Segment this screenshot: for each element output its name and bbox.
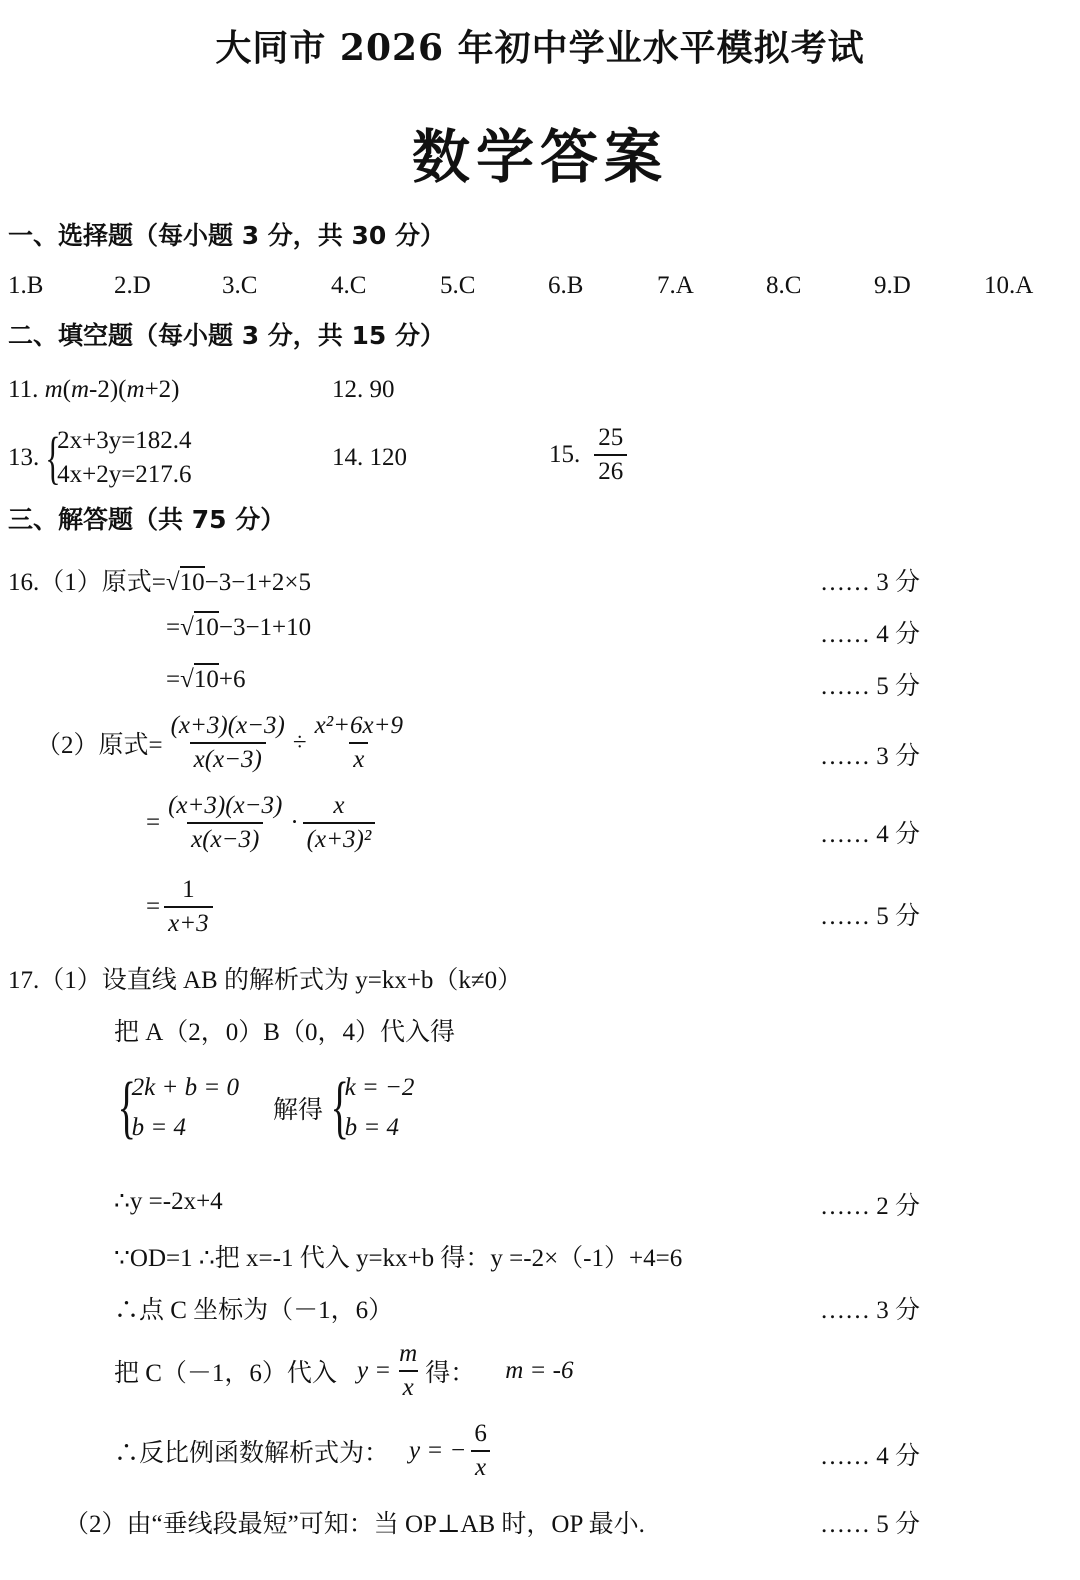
equation-line: b = 4 bbox=[344, 1114, 399, 1141]
line6-post: 得： bbox=[425, 1360, 476, 1387]
q16-line-2 bbox=[166, 614, 311, 642]
page-title: 数学答案 bbox=[411, 123, 668, 191]
score-mark: …… 4 分 bbox=[820, 821, 921, 848]
equals: = bbox=[146, 809, 161, 836]
choice-answer: 8.C bbox=[766, 272, 802, 299]
answer-11-m1: m bbox=[44, 376, 63, 403]
fraction-numerator: 1 bbox=[182, 876, 195, 903]
score-mark: …… 4 分 bbox=[820, 621, 921, 648]
solve-label: 解得 bbox=[272, 1097, 323, 1124]
choice-answer: 3.C bbox=[222, 272, 258, 299]
fraction-numerator: x bbox=[333, 792, 345, 819]
q17-line-2: 把 A（2，0）B（0，4）代入得 bbox=[114, 1019, 455, 1046]
multiply-operator: · bbox=[290, 809, 299, 836]
fraction bbox=[303, 792, 376, 854]
section-heading-fill: 二、填空题（每小题 3 分，共 15 分） bbox=[8, 321, 446, 350]
score-mark: …… 5 分 bbox=[820, 673, 921, 700]
section-heading-solve: 三、解答题（共 75 分） bbox=[8, 505, 286, 534]
section-heading-choice: 一、选择题（每小题 3 分，共 30 分） bbox=[8, 221, 446, 250]
equation-system bbox=[132, 1068, 239, 1148]
fraction bbox=[164, 792, 286, 854]
answer-14: 14. 120 bbox=[332, 444, 407, 471]
sqrt-sign: √ bbox=[180, 614, 194, 641]
q16-label: 16.（1）原式= bbox=[8, 569, 166, 596]
fraction bbox=[594, 424, 627, 486]
answer-11-m2: m bbox=[70, 376, 90, 403]
fraction-numerator: 6 bbox=[474, 1420, 487, 1447]
q17-line-1: 17.（1）设直线 AB 的解析式为 y=kx+b（k≠0） bbox=[8, 967, 523, 994]
choice-answer: 1.B bbox=[8, 272, 44, 299]
equals: = bbox=[166, 666, 181, 693]
expression: +6 bbox=[218, 666, 246, 693]
q17-line-4: ∵OD=1 ∴把 x=-1 代入 y=kx+b 得：y =-2×（-1）+4=6 bbox=[114, 1245, 683, 1272]
score-mark: …… 4 分 bbox=[820, 1443, 921, 1470]
fraction-denominator: 26 bbox=[594, 454, 627, 486]
fraction bbox=[167, 712, 289, 774]
score-mark: …… 3 分 bbox=[820, 1297, 921, 1324]
choice-answer: 7.A bbox=[657, 272, 694, 299]
sqrt-sign: √ bbox=[180, 666, 194, 693]
q17-line-3: ∴y =-2x+4 bbox=[114, 1188, 223, 1215]
fraction-denominator: (x+3)² bbox=[303, 822, 376, 854]
fraction-numerator: (x+3)(x−3) bbox=[170, 712, 285, 739]
q16-part2-line-2 bbox=[146, 792, 379, 854]
fraction bbox=[311, 712, 407, 774]
sqrt-radicand: 10 bbox=[194, 663, 219, 693]
equals: = bbox=[166, 614, 181, 641]
fraction-denominator: x(x−3) bbox=[187, 822, 263, 854]
answer-12: 12. 90 bbox=[332, 376, 395, 403]
q17-systems bbox=[110, 1068, 414, 1148]
fraction bbox=[470, 1420, 491, 1482]
brace: { bbox=[330, 1069, 350, 1146]
expression: −3−1+2×5 bbox=[204, 569, 311, 596]
answer-15 bbox=[549, 424, 631, 486]
q17-line-8: （2）由“垂线段最短”可知：当 OP⊥AB 时，OP 最小. bbox=[64, 1511, 645, 1538]
q16-line-1 bbox=[8, 562, 311, 598]
equals: = bbox=[146, 893, 161, 920]
fraction bbox=[395, 1340, 421, 1402]
fraction-numerator: m bbox=[399, 1340, 418, 1367]
equation-line: b = 4 bbox=[131, 1114, 186, 1141]
answer-13-label: 13. bbox=[8, 444, 40, 471]
choice-answer: 2.D bbox=[114, 272, 151, 299]
sqrt-sign: √ bbox=[165, 569, 180, 596]
brace: { bbox=[45, 425, 61, 490]
sqrt-radicand: 10 bbox=[180, 566, 205, 596]
equation-system bbox=[57, 424, 191, 492]
q16-line-3 bbox=[166, 666, 245, 694]
score-mark: …… 2 分 bbox=[820, 1193, 921, 1220]
fraction-denominator: x bbox=[349, 742, 368, 774]
choice-answer: 6.B bbox=[548, 272, 584, 299]
answer-11-label: 11. bbox=[8, 376, 39, 403]
expression: −3−1+10 bbox=[218, 614, 312, 641]
fraction-denominator: x+3 bbox=[164, 906, 212, 938]
answer-13 bbox=[8, 424, 192, 492]
fraction-numerator: x²+6x+9 bbox=[314, 712, 404, 739]
equation-line: k = −2 bbox=[344, 1074, 415, 1101]
line7-y: y = − bbox=[409, 1437, 467, 1464]
sqrt-radicand: 10 bbox=[194, 611, 219, 641]
score-mark: …… 5 分 bbox=[820, 903, 921, 930]
fraction bbox=[164, 876, 212, 938]
equation-line: 2k + b = 0 bbox=[131, 1074, 239, 1101]
fraction-numerator: 25 bbox=[598, 424, 624, 451]
equation-system bbox=[345, 1068, 415, 1148]
choice-answer: 5.C bbox=[440, 272, 476, 299]
score-mark: …… 5 分 bbox=[820, 1511, 921, 1538]
answer-11: 11. m(m-2)(m+2) bbox=[8, 376, 180, 403]
q16-part2-line-3 bbox=[146, 876, 217, 938]
fraction-denominator: x bbox=[471, 1450, 490, 1482]
score-mark: …… 3 分 bbox=[820, 569, 921, 596]
fraction-denominator: x(x−3) bbox=[190, 742, 266, 774]
brace: { bbox=[117, 1069, 137, 1146]
q16-part2-line-1 bbox=[36, 712, 411, 774]
choice-answer: 10.A bbox=[984, 272, 1034, 299]
choice-answer: 9.D bbox=[874, 272, 911, 299]
choice-answer: 4.C bbox=[331, 272, 367, 299]
answer-15-label: 15. bbox=[549, 441, 581, 468]
exam-title: 大同市 2026 年初中学业水平模拟考试 bbox=[215, 27, 865, 69]
fraction-denominator: x bbox=[399, 1370, 418, 1402]
line6-m: m = -6 bbox=[505, 1357, 574, 1384]
q16-part2-label: （2）原式= bbox=[36, 732, 163, 759]
line7-prefix: ∴反比例函数解析式为： bbox=[114, 1440, 390, 1467]
divide-operator: ÷ bbox=[292, 729, 307, 756]
q17-line-6 bbox=[114, 1340, 573, 1402]
q17-line-5: ∴点 C 坐标为（－1，6） bbox=[114, 1297, 394, 1324]
equation-line: 4x+2y=217.6 bbox=[57, 461, 192, 488]
score-mark: …… 3 分 bbox=[820, 743, 921, 770]
equation-line: 2x+3y=182.4 bbox=[57, 427, 192, 454]
line6-y: y = bbox=[356, 1357, 392, 1384]
fraction-numerator: (x+3)(x−3) bbox=[168, 792, 283, 819]
q17-line-7 bbox=[114, 1420, 495, 1482]
line6-prefix: 把 C（－1，6）代入 bbox=[114, 1360, 337, 1387]
answer-11-m3: m bbox=[126, 376, 145, 403]
